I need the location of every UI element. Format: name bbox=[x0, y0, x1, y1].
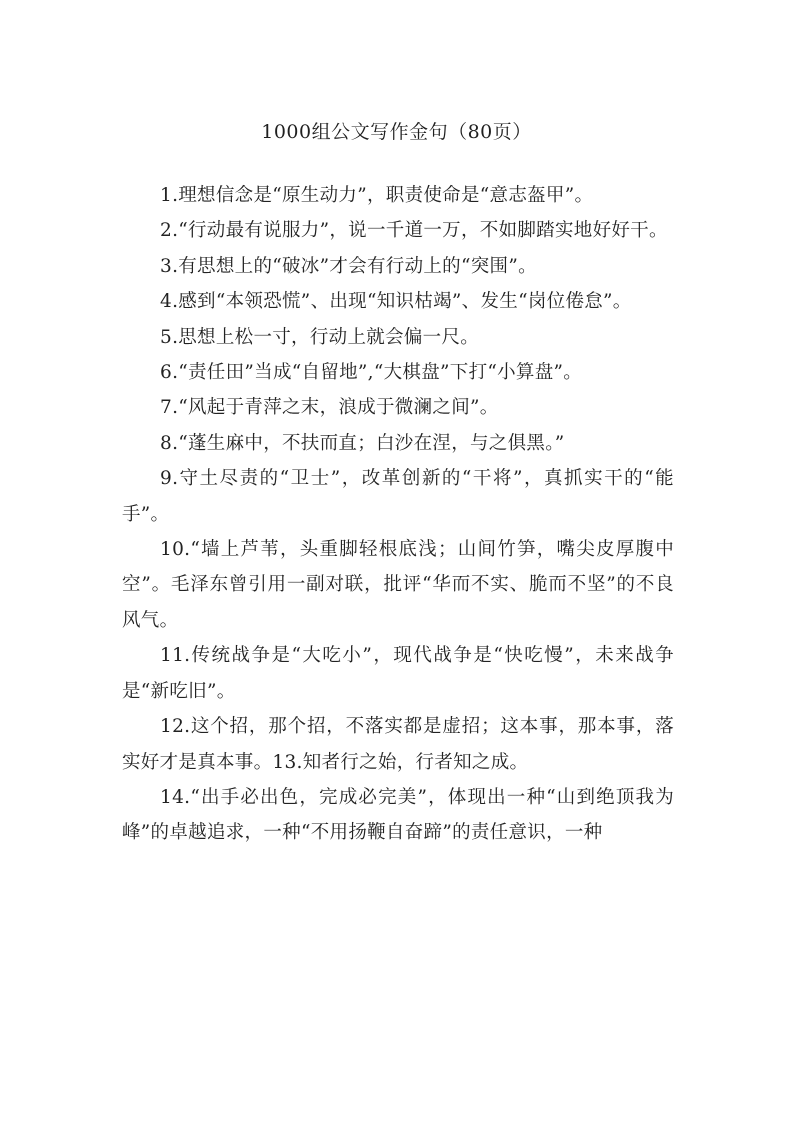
paragraph-11: 11.传统战争是“大吃小”，现代战争是“快吃慢”，未来战争是“新吃旧”。 bbox=[122, 645, 674, 702]
paragraph-4: 4.感到“本领恐慌”、出现“知识枯竭”、发生“岗位倦怠”。 bbox=[160, 291, 632, 313]
paragraph-1: 1.理想信念是“原生动力”，职责使命是“意志盔甲”。 bbox=[160, 185, 594, 206]
paragraph-12: 12.这个招，那个招，不落实都是虚招；这本事，那本事，落实好才是真本事。13.知者行之始，行者知之成。 bbox=[122, 716, 674, 773]
paragraph-3: 3.有思想上的“破冰”才会有行动上的“突围”。 bbox=[160, 255, 537, 277]
paragraph-6: 6.“责任田”当成“自留地”,“大棋盘”下打“小算盘”。 bbox=[160, 362, 583, 384]
document-title: 1000组公文写作金句（80页） bbox=[261, 121, 532, 143]
paragraph-5: 5.思想上松一寸，行动上就会偏一尺。 bbox=[160, 326, 480, 348]
paragraph-7: 7.“风起于青萍之末，浪成于微澜之间”。 bbox=[160, 397, 499, 419]
paragraph-9: 9.守土尽责的“卫士”，改革创新的“干将”，真抓实干的“能手”。 bbox=[122, 468, 674, 525]
document-body bbox=[122, 178, 674, 851]
paragraph-8: 8.“蓬生麻中，不扶而直；白沙在涅，与之俱黑。” bbox=[160, 432, 565, 454]
paragraph-14: 14.“出手必出色，完成必完美”，体现出一种“山到绝顶我为峰”的卓越追求，一种“不用扬鞭自奋蹄”的责任意识，一种 bbox=[122, 786, 674, 844]
paragraph-2: 2.“行动最有说服力”，说一千道一万，不如脚踏实地好好干。 bbox=[160, 220, 668, 242]
paragraph-10: 10.“墙上芦苇，头重脚轻根底浅；山间竹笋，嘴尖皮厚腹中空”。毛泽东曾引用一副对联，批评“华而不实、脆而不坚”的不良风气。 bbox=[122, 539, 674, 631]
